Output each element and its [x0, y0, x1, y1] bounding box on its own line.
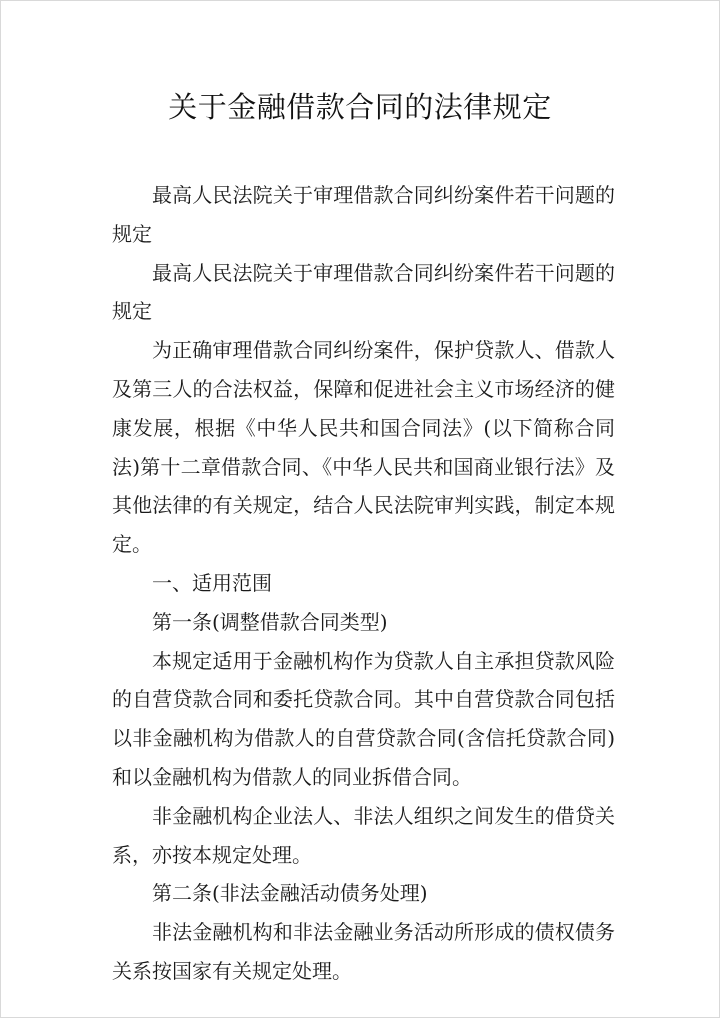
document-body — [112, 176, 615, 991]
document-title: 关于金融借款合同的法律规定 — [168, 90, 552, 124]
article-heading: 第一条(调整借款合同类型) — [152, 609, 388, 634]
section-heading: 一、适用范围 — [152, 570, 272, 595]
paragraph: 最高人民法院关于审理借款合同纠纷案件若干问题的规定 — [112, 260, 615, 324]
paragraph: 最高人民法院关于审理借款合同纠纷案件若干问题的规定 — [112, 183, 615, 246]
paragraph: 为正确审理借款合同纠纷案件，保护贷款人、借款人及第三人的合法权益，保障和促进社会主义市场经济的健康发展，根据《中华人民共和国合同法》(以下简称合同法)第十二章借款合同、《中华人民共和国商业银行法》及其他法律的有关规定，结合人民法院审判实践，制定本规定。 — [112, 338, 615, 557]
paragraph: 本规定适用于金融机构作为贷款人自主承担贷款风险的自营贷款合同和委托贷款合同。其中自营贷款合同包括以非金融机构为借款人的自营贷款合同(含信托贷款合同)和以金融机构为借款人的同业拆借合同。 — [112, 648, 615, 789]
paragraph: 非金融机构企业法人、非法人组织之间发生的借贷关系，亦按本规定处理。 — [112, 803, 615, 867]
paragraph: 非法金融机构和非法金融业务活动所形成的债权债务关系按国家有关规定处理。 — [112, 920, 615, 983]
article-heading: 第二条(非法金融活动债务处理) — [152, 881, 428, 906]
